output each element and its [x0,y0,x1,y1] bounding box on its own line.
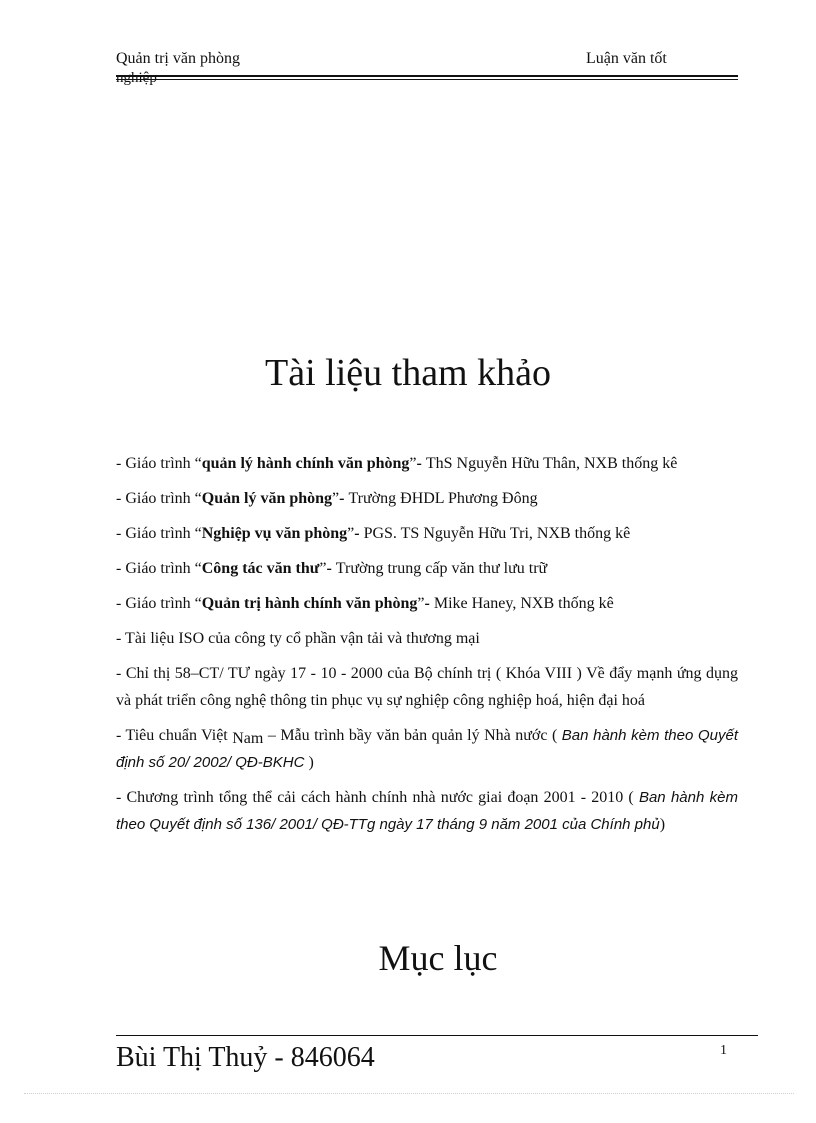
reference-text: ” [409,455,417,472]
header-rule-thin [116,79,738,80]
header-right: Luận văn tốt [586,50,667,67]
reference-bold-text: - [339,490,349,507]
reference-italic-text: Ban hành kèm theo Quyết định số 136/ 2001/ QĐ-TTg ngày 17 tháng 9 năm 2001 của Chính phủ [116,789,739,833]
reference-bold-text: - [326,560,336,577]
reference-bold-text: - [416,455,426,472]
reference-text: Trường trung cấp văn thư lưu trữ [335,560,548,577]
reference-bold-text: quản lý hành chính văn phòng [201,455,410,472]
reference-bold-text: Công tác văn thư [201,560,320,577]
reference-text: Nam [232,730,264,747]
reference-bold-text: Quản trị hành chính văn phòng [201,595,418,612]
reference-item [116,722,738,776]
header-left-line1: Quản trị văn phòng [116,50,240,67]
reference-text: Trường ĐHDL Phương Đông [348,490,538,507]
reference-text: ) [304,754,314,771]
reference-text: ” [332,490,340,507]
reference-item [116,450,738,477]
reference-item [116,555,738,582]
reference-bold-text: - [424,595,434,612]
reference-item [116,784,738,838]
reference-bold-text: Quản lý văn phòng [201,490,333,507]
toc-title: Mục lục [378,938,498,978]
reference-text: - Giáo trình “ [116,525,202,542]
reference-text: - Chương trình tổng thể cải cách hành chính nhà nước giai đoạn 2001 - 2010 ( [116,789,639,806]
reference-item [116,485,738,512]
footer-rule [116,1035,758,1036]
header-left-line2: nghiệp [116,70,157,86]
reference-text: - Giáo trình “ [116,490,202,507]
reference-text: ” [347,525,355,542]
reference-text: - Giáo trình “ [116,560,202,577]
reference-list [116,450,738,846]
reference-text: ) [659,816,666,833]
reference-text: - Tiêu chuẩn Việt [116,727,233,744]
reference-text: ThS Nguyễn Hữu Thân, NXB thống kê [425,455,678,472]
reference-text: - Giáo trình “ [116,595,202,612]
page-number: 1 [720,1043,727,1058]
reference-item [116,590,738,617]
reference-text: Mike Haney, NXB thống kê [433,595,614,612]
reference-italic-text: Ban hành kèm theo Quyết định số 20/ 2002/ QĐ-BKHC [116,727,738,771]
reference-item [116,520,738,547]
reference-bold-text: Nghiệp vụ văn phòng [201,525,348,542]
reference-text: - Tài liệu ISO của công ty cổ phần vận tải và thương mại [116,630,480,647]
reference-text: PGS. TS Nguyễn Hữu Tri, NXB thống kê [363,525,631,542]
page-title: Tài liệu tham khảo [265,352,551,394]
reference-item [116,625,738,652]
reference-text: ” [319,560,327,577]
reference-item [116,660,738,714]
footer-author: Bùi Thị Thuỷ - 846064 [116,1042,375,1073]
reference-text: - Giáo trình “ [116,455,202,472]
reference-text: ” [417,595,425,612]
header-rule-thick [116,75,738,77]
reference-text: – Mẫu trình bầy văn bản quản lý Nhà nước ( [263,727,562,744]
reference-bold-text: - [354,525,364,542]
reference-text: - Chỉ thị 58–CT/ TƯ ngày 17 - 10 - 2000 của Bộ chính trị ( Khóa VIII ) Về đẩy mạnh ứng dụng và phát triển công nghệ thông tin phục vụ sự nghiệp công nghiệp hoá, hiện đại hoá [116,665,738,709]
page-edge [24,1093,794,1094]
